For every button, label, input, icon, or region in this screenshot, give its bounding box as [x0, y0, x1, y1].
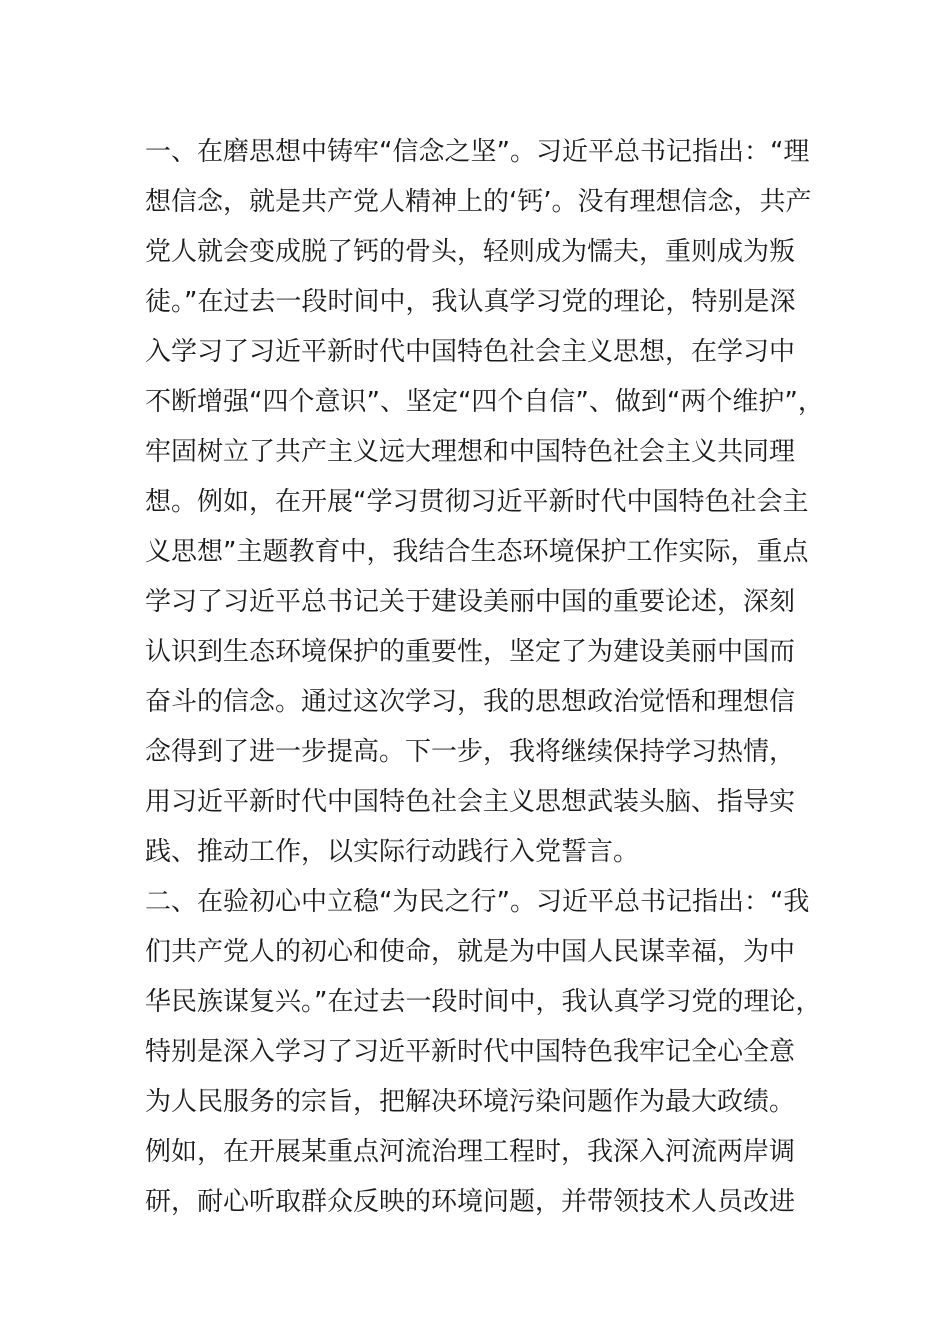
text-line: 义思想”主题教育中，我结合生态环境保护工作实际，重点: [145, 537, 809, 567]
text-line: 践、推动工作，以实际行动践行入党誓言。: [145, 837, 640, 867]
text-line: 党人就会变成脱了钙的骨头，轻则成为懦夫，重则成为叛: [145, 237, 796, 267]
text-line: 们共产党人的初心和使命，就是为中国人民谋幸福，为中: [145, 937, 796, 967]
text-line: 学习了习近平总书记关于建设美丽中国的重要论述，深刻: [145, 587, 796, 617]
text-line: 牢固树立了共产主义远大理想和中国特色社会主义共同理: [145, 437, 796, 467]
text-line: 研，耐心听取群众反映的环境问题，并带领技术人员改进: [145, 1187, 796, 1217]
text-line: 入学习了习近平新时代中国特色社会主义思想，在学习中: [145, 337, 796, 367]
text-line: 念得到了进一步提高。下一步，我将继续保持学习热情，: [145, 737, 796, 767]
text-line: 不断增强“四个意识”、坚定“四个自信”、做到“两个维护”，: [145, 387, 824, 417]
text-line: 认识到生态环境保护的重要性，坚定了为建设美丽中国而: [145, 637, 796, 667]
text-line: 例如，在开展某重点河流治理工程时，我深入河流两岸调: [145, 1137, 796, 1167]
text-line: 特别是深入学习了习近平新时代中国特色我牢记全心全意: [145, 1037, 796, 1067]
text-line: 奋斗的信念。通过这次学习，我的思想政治觉悟和理想信: [145, 687, 796, 717]
text-line: 华民族谋复兴。”在过去一段时间中，我认真学习党的理论，: [145, 987, 822, 1017]
text-line: 想。例如，在开展“学习贯彻习近平新时代中国特色社会主: [145, 487, 809, 517]
text-line: 徒。”在过去一段时间中，我认真学习党的理论，特别是深: [145, 287, 796, 317]
text-line: 一、在磨思想中铸牢“信念之坚”。习近平总书记指出：“理: [145, 137, 810, 167]
text-line: 二、在验初心中立稳“为民之行”。习近平总书记指出：“我: [145, 887, 810, 917]
text-line: 用习近平新时代中国特色社会主义思想武装头脑、指导实: [145, 787, 796, 817]
text-line: 想信念，就是共产党人精神上的‘钙’。没有理想信念，共产: [145, 187, 812, 217]
text-line: 为人民服务的宗旨，把解决环境污染问题作为最大政绩。: [145, 1087, 796, 1117]
